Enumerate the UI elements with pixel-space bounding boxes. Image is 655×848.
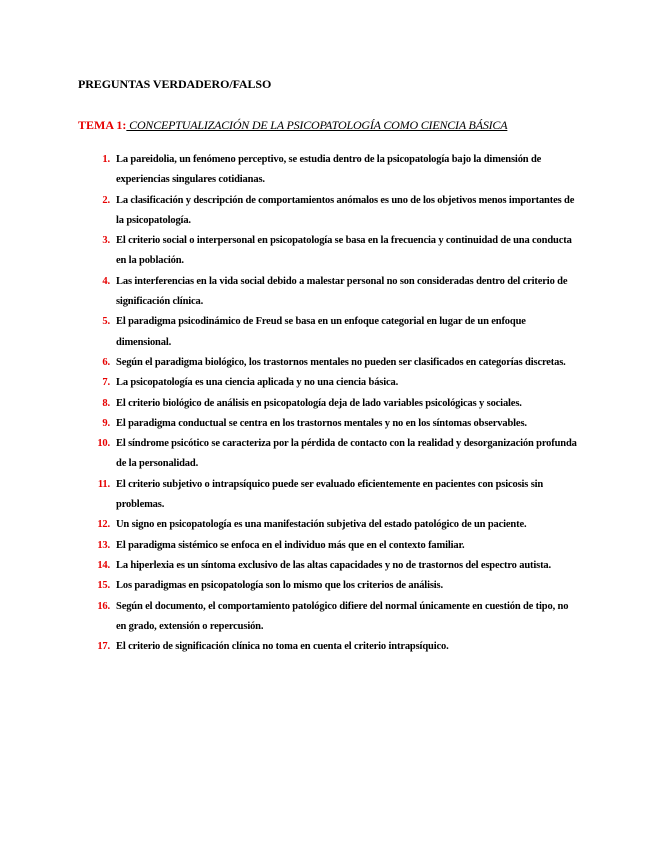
- question-text: El síndrome psicótico se caracteriza por la pérdida de contacto con la realidad y desorganización profunda de la personalidad.: [116, 438, 577, 470]
- question-item: [78, 191, 578, 232]
- question-item: [78, 150, 578, 191]
- question-item: [78, 394, 578, 414]
- topic-label: TEMA 1:: [78, 118, 127, 132]
- question-list: [78, 150, 578, 657]
- question-item: [78, 475, 578, 516]
- question-text: El criterio de significación clínica no toma en cuenta el criterio intrapsíquico.: [116, 641, 449, 653]
- question-text: El criterio social o interpersonal en psicopatología se basa en la frecuencia y continuidad de una conducta en la población.: [116, 235, 572, 267]
- question-number: 16.: [97, 600, 110, 612]
- question-item: [78, 353, 578, 373]
- question-number: 12.: [97, 519, 110, 531]
- question-item: [78, 373, 578, 393]
- question-number: 9.: [102, 417, 110, 429]
- topic-heading: [78, 118, 507, 133]
- question-number: 15.: [97, 580, 110, 592]
- question-text: La pareidolia, un fenómeno perceptivo, se estudia dentro de la psicopatología bajo la dimensión de experiencias singulares cotidianas.: [116, 154, 542, 186]
- question-number: 10.: [97, 438, 110, 450]
- question-number: 14.: [97, 559, 110, 571]
- question-item: [78, 515, 578, 535]
- question-text: La psicopatología es una ciencia aplicada y no una ciencia básica.: [116, 377, 399, 389]
- question-item: [78, 556, 578, 576]
- question-number: 13.: [97, 539, 110, 551]
- question-item: [78, 576, 578, 596]
- question-number: 2.: [102, 194, 110, 206]
- question-item: [78, 312, 578, 353]
- question-item: [78, 597, 578, 638]
- question-number: 4.: [102, 275, 110, 287]
- question-number: 7.: [102, 377, 110, 389]
- question-text: El criterio subjetivo o intrapsíquico puede ser evaluado eficientemente en pacientes con psicosis sin problemas.: [116, 478, 544, 511]
- document-title: PREGUNTAS VERDADERO/FALSO: [78, 77, 272, 91]
- question-text: El criterio biológico de análisis en psicopatología deja de lado variables psicológicas y sociales.: [116, 397, 522, 409]
- question-item: [78, 414, 578, 434]
- question-number: 5.: [102, 316, 110, 328]
- topic-name: CONCEPTUALIZACIÓN DE LA PSICOPATOLOGÍA COMO CIENCIA BÁSICA: [126, 118, 508, 132]
- question-item: [78, 272, 578, 313]
- question-item: [78, 637, 578, 657]
- question-text: Los paradigmas en psicopatología son lo mismo que los criterios de análisis.: [116, 580, 443, 592]
- question-text: El paradigma conductual se centra en los trastornos mentales y no en los síntomas observables.: [116, 417, 527, 429]
- question-number: 17.: [97, 641, 110, 653]
- question-text: El paradigma sistémico se enfoca en el individuo más que en el contexto familiar.: [116, 539, 465, 551]
- question-number: 6.: [102, 356, 110, 368]
- question-text: La clasificación y descripción de comportamientos anómalos es uno de los objetivos menos importantes de la psicopatología.: [116, 194, 575, 226]
- question-item: [78, 434, 578, 475]
- question-text: Un signo en psicopatología es una manifestación subjetiva del estado patológico de un paciente.: [116, 519, 527, 531]
- question-item: [78, 536, 578, 556]
- question-text: Según el paradigma biológico, los trastornos mentales no pueden ser clasificados en categorías discretas.: [116, 356, 566, 368]
- question-item: [78, 231, 578, 272]
- question-number: 1.: [102, 154, 110, 165]
- question-number: 11.: [97, 478, 110, 490]
- question-number: 8.: [102, 397, 110, 409]
- question-number: 3.: [102, 235, 110, 247]
- question-text: Según el documento, el comportamiento patológico difiere del normal únicamente en cuestión de tipo, no en grado, extensión o repercusión.: [116, 600, 569, 632]
- question-text: Las interferencias en la vida social debido a malestar personal no son consideradas dentro del criterio de significación clínica.: [116, 275, 568, 308]
- question-text: El paradigma psicodinámico de Freud se basa en un enfoque categorial en lugar de un enfoque dimensional.: [116, 316, 526, 348]
- question-text: La hiperlexia es un síntoma exclusivo de las altas capacidades y no de trastornos del espectro autista.: [116, 559, 551, 571]
